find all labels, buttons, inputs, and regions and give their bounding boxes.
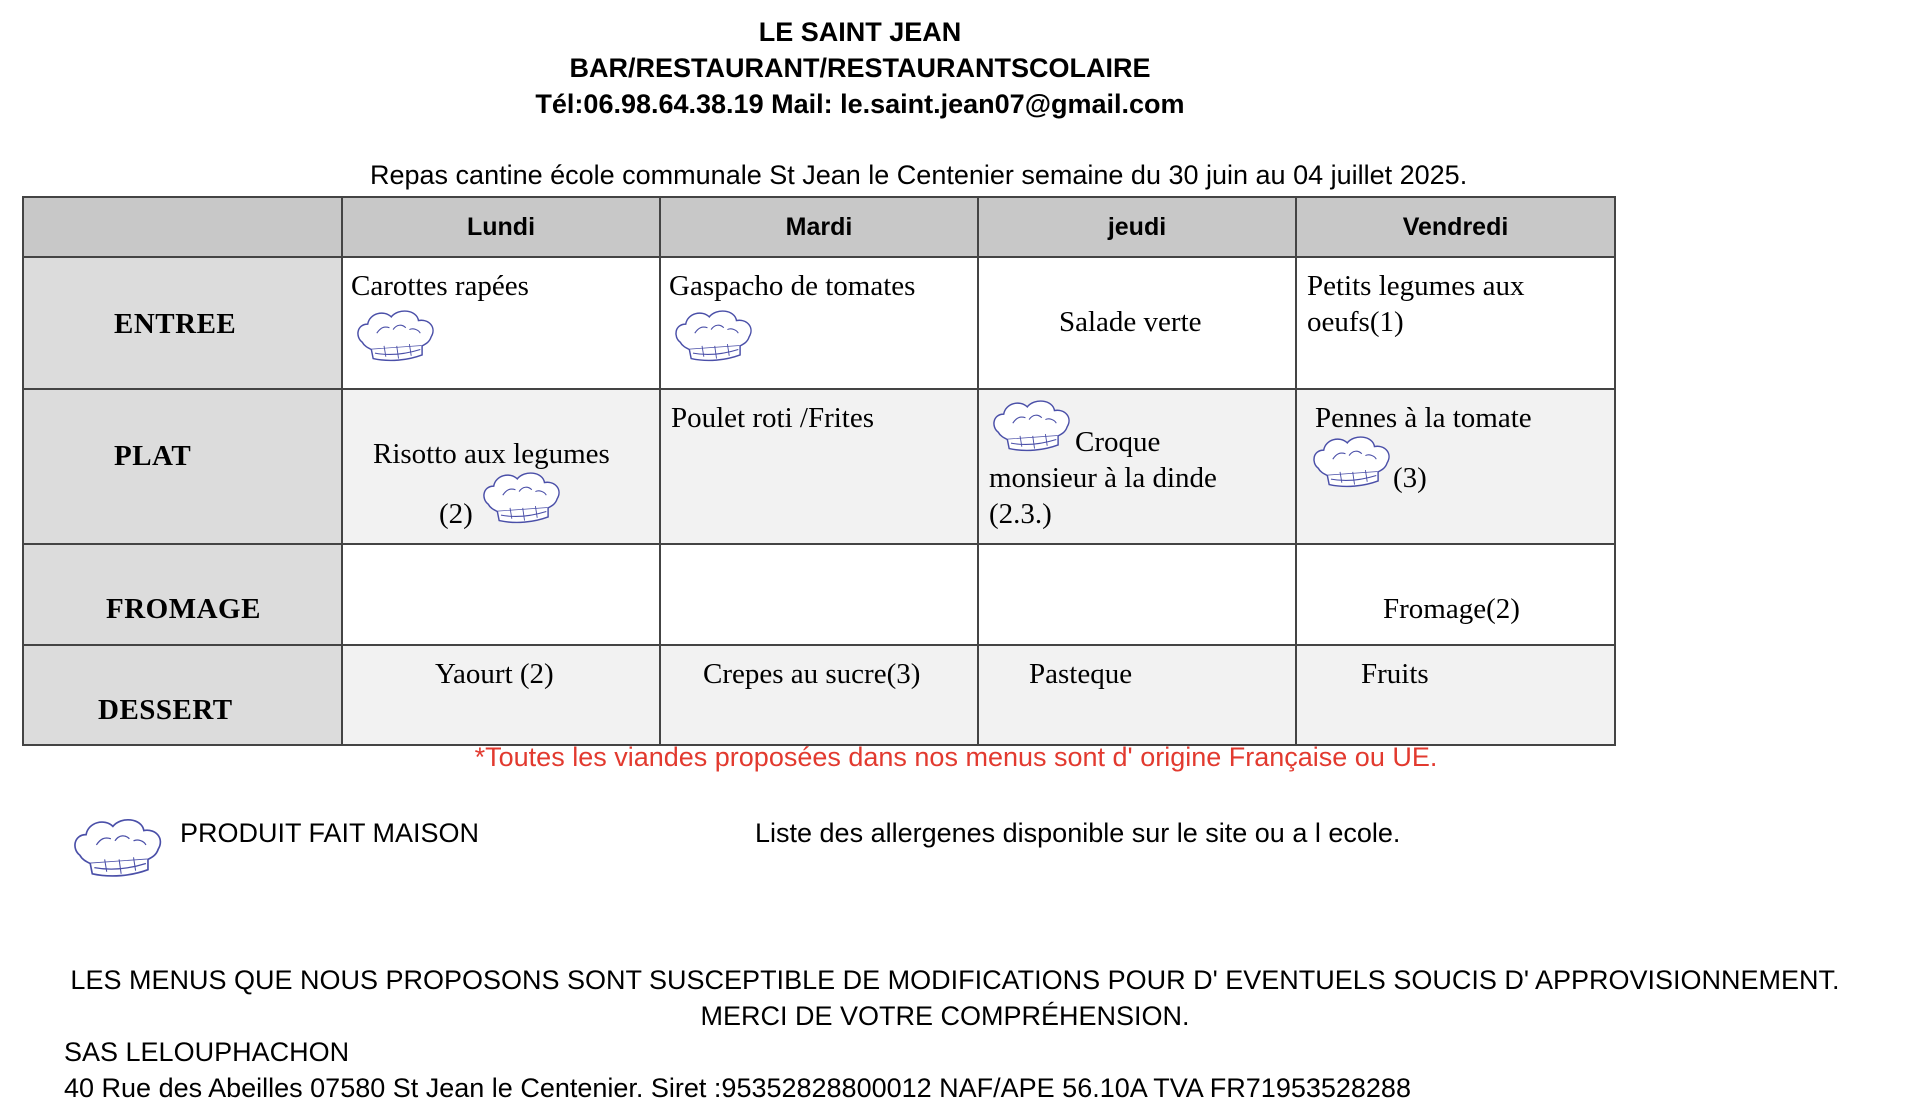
chef-hat-icon <box>475 468 565 526</box>
meat-origin-notice: *Toutes les viandes proposées dans nos menus sont d' origine Française ou UE. <box>474 742 1438 772</box>
homemade-legend-label: PRODUIT FAIT MAISON <box>180 818 480 848</box>
contact-line: Tél:06.98.64.38.19 Mail: le.saint.jean07@gmail.com <box>535 89 1185 119</box>
table-header-row <box>23 197 1615 257</box>
cell-entree-tuesday: Gaspacho de tomates <box>660 257 978 389</box>
cell-plat-thursday: Croque monsieur à la dinde (2.3.) <box>978 389 1296 544</box>
chef-hat-icon <box>985 396 1075 454</box>
cell-dessert-thursday: Pasteque <box>978 645 1296 745</box>
row-label-plat: PLAT <box>23 389 342 544</box>
chef-hat-icon <box>68 814 164 880</box>
cell-entree-thursday: Salade verte <box>978 257 1296 389</box>
menu-intro: Repas cantine école communale St Jean le Centenier semaine du 30 juin au 04 juillet 2025. <box>370 160 1468 190</box>
table-row-fromage <box>23 544 1615 645</box>
day-header-friday: Vendredi <box>1296 197 1615 257</box>
table-row-entree <box>23 257 1615 389</box>
cell-fromage-friday: Fromage(2) <box>1296 544 1615 645</box>
cell-fromage-thursday <box>978 544 1296 645</box>
day-header-thursday: jeudi <box>978 197 1296 257</box>
cell-fromage-monday <box>342 544 660 645</box>
chef-hat-icon <box>667 306 757 364</box>
cell-entree-friday: Petits legumes aux oeufs(1) <box>1296 257 1615 389</box>
chef-hat-icon <box>349 306 439 364</box>
corner-cell <box>23 197 342 257</box>
chef-hat-icon <box>1305 432 1395 490</box>
cell-fromage-tuesday <box>660 544 978 645</box>
allergen-notice: Liste des allergenes disponible sur le site ou a l ecole. <box>755 818 1401 848</box>
cell-dessert-tuesday: Crepes au sucre(3) <box>660 645 978 745</box>
row-label-entree: ENTREE <box>23 257 342 389</box>
cell-plat-friday: Pennes à la tomate (3) <box>1296 389 1615 544</box>
business-type: BAR/RESTAURANT/RESTAURANTSCOLAIRE <box>569 53 1151 83</box>
restaurant-name: LE SAINT JEAN <box>758 17 962 47</box>
row-label-fromage: FROMAGE <box>23 544 342 645</box>
company-address: 40 Rue des Abeilles 07580 St Jean le Centenier. Siret :95352828800012 NAF/APE 56.10A TVA FR71953528288 <box>64 1073 1411 1103</box>
day-header-tuesday: Mardi <box>660 197 978 257</box>
day-header-monday: Lundi <box>342 197 660 257</box>
footer-thanks: MERCI DE VOTRE COMPRÉHENSION. <box>700 1001 1190 1031</box>
cell-dessert-monday: Yaourt (2) <box>342 645 660 745</box>
company-name: SAS LELOUPHACHON <box>64 1037 350 1067</box>
weekly-menu-table <box>22 196 1616 746</box>
row-label-dessert: DESSERT <box>23 645 342 745</box>
cell-plat-monday: Risotto aux legumes (2) <box>342 389 660 544</box>
footer-disclaimer: LES MENUS QUE NOUS PROPOSONS SONT SUSCEPTIBLE DE MODIFICATIONS POUR D' EVENTUELS SOUCIS D' APPROVISIONNEMENT. <box>70 965 1840 995</box>
cell-dessert-friday: Fruits <box>1296 645 1615 745</box>
table-row-dessert <box>23 645 1615 745</box>
cell-entree-monday: Carottes rapées <box>342 257 660 389</box>
table-row-plat <box>23 389 1615 544</box>
cell-plat-tuesday: Poulet roti /Frites <box>660 389 978 544</box>
